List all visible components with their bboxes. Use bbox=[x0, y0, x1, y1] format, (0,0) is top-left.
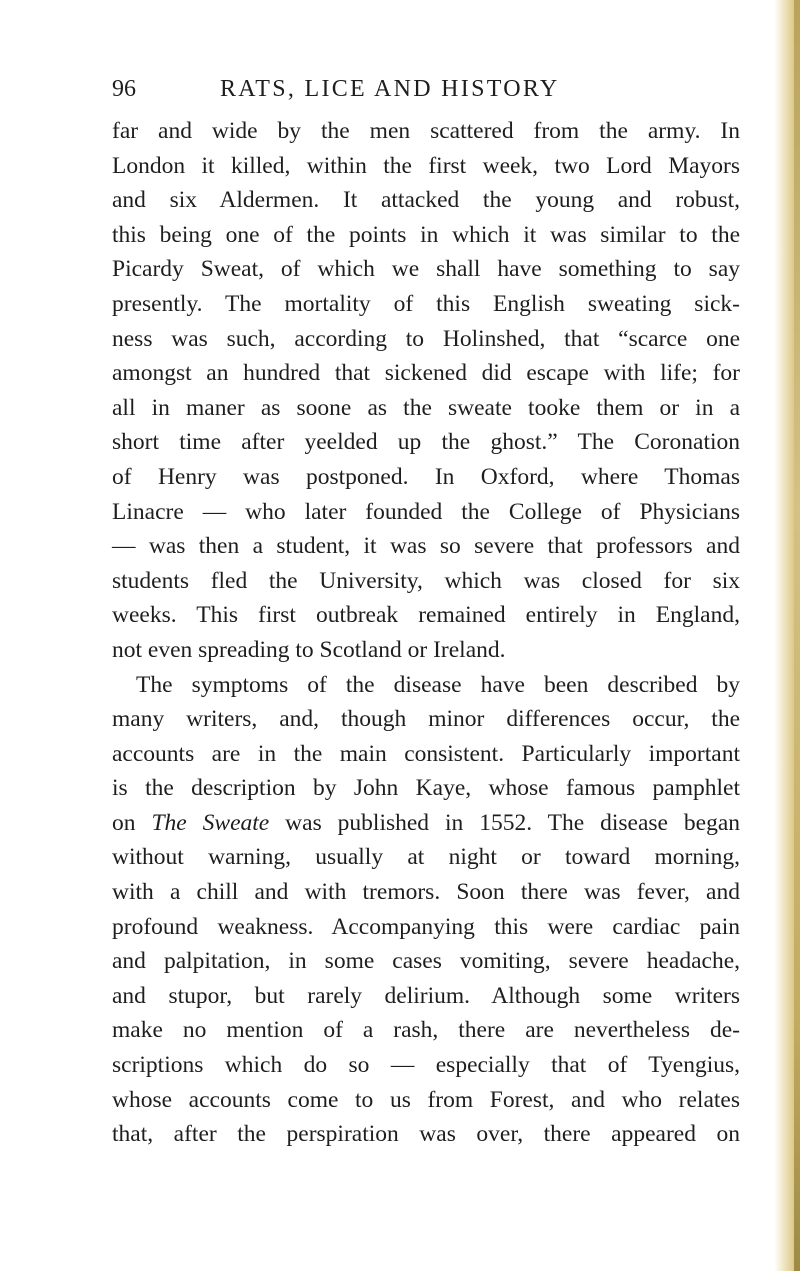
text-line: all in maner as soone as the sweate tooke them or in a bbox=[112, 394, 740, 421]
text-line-with-title bbox=[112, 806, 740, 841]
text-line: make no mention of a rash, there are nevertheless de- bbox=[112, 1017, 740, 1044]
pamphlet-title: The Sweate bbox=[151, 809, 270, 836]
text-fragment: was published in 1552. The disease began bbox=[285, 809, 741, 836]
running-title: RATS, LICE AND HISTORY bbox=[220, 76, 560, 102]
text-line: and palpitation, in some cases vomiting, severe headache, bbox=[112, 948, 740, 975]
text-line: — was then a student, it was so severe that professors and bbox=[112, 533, 740, 560]
running-head bbox=[112, 76, 712, 110]
text-line: accounts are in the main consistent. Particularly important bbox=[112, 740, 740, 767]
text-line: Picardy Sweat, of which we shall have something to say bbox=[112, 256, 740, 283]
text-line: London it killed, within the first week, two Lord Mayors bbox=[112, 152, 740, 179]
text-line: profound weakness. Accompanying this were cardiac pain bbox=[112, 913, 740, 940]
text-line: whose accounts come to us from Forest, and who relates bbox=[112, 1086, 740, 1113]
text-line: amongst an hundred that sickened did escape with life; for bbox=[112, 360, 740, 387]
page-number: 96 bbox=[112, 76, 136, 102]
text-line: short time after yeelded up the ghost.” The Coronation bbox=[112, 429, 740, 456]
text-line: with a chill and with tremors. Soon there was fever, and bbox=[112, 879, 740, 906]
page-edge-shadow bbox=[794, 0, 800, 1271]
text-line: Linacre — who later founded the College of Physicians bbox=[112, 498, 740, 525]
text-line: far and wide by the men scattered from the army. In bbox=[112, 118, 740, 144]
text-fragment: on bbox=[112, 809, 136, 836]
text-line: many writers, and, though minor differences occur, the bbox=[112, 706, 740, 733]
body-text bbox=[112, 114, 740, 1152]
text-line: students fled the University, which was closed for six bbox=[112, 567, 740, 594]
text-line: presently. The mortality of this English sweating sick- bbox=[112, 290, 740, 317]
paragraph-end-line: not even spreading to Scotland or Ireland. bbox=[112, 636, 506, 663]
text-line: and stupor, but rarely delirium. Although some writers bbox=[112, 982, 740, 1009]
text-line: ness was such, according to Holinshed, that “scarce one bbox=[112, 325, 740, 352]
text-line: scriptions which do so — especially that of Tyengius, bbox=[112, 1052, 740, 1079]
text-line: of Henry was postponed. In Oxford, where Thomas bbox=[112, 463, 740, 490]
text-line: weeks. This first outbreak remained entirely in England, bbox=[112, 602, 740, 629]
text-line: is the description by John Kaye, whose famous pamphlet bbox=[112, 775, 740, 802]
text-line: that, after the perspiration was over, there appeared on bbox=[112, 1121, 740, 1148]
text-line: and six Aldermen. It attacked the young and robust, bbox=[112, 187, 740, 214]
paragraph-start-line: The symptoms of the disease have been described by bbox=[136, 671, 740, 698]
text-line: this being one of the points in which it was similar to the bbox=[112, 221, 740, 248]
text-line: without warning, usually at night or toward morning, bbox=[112, 844, 740, 871]
